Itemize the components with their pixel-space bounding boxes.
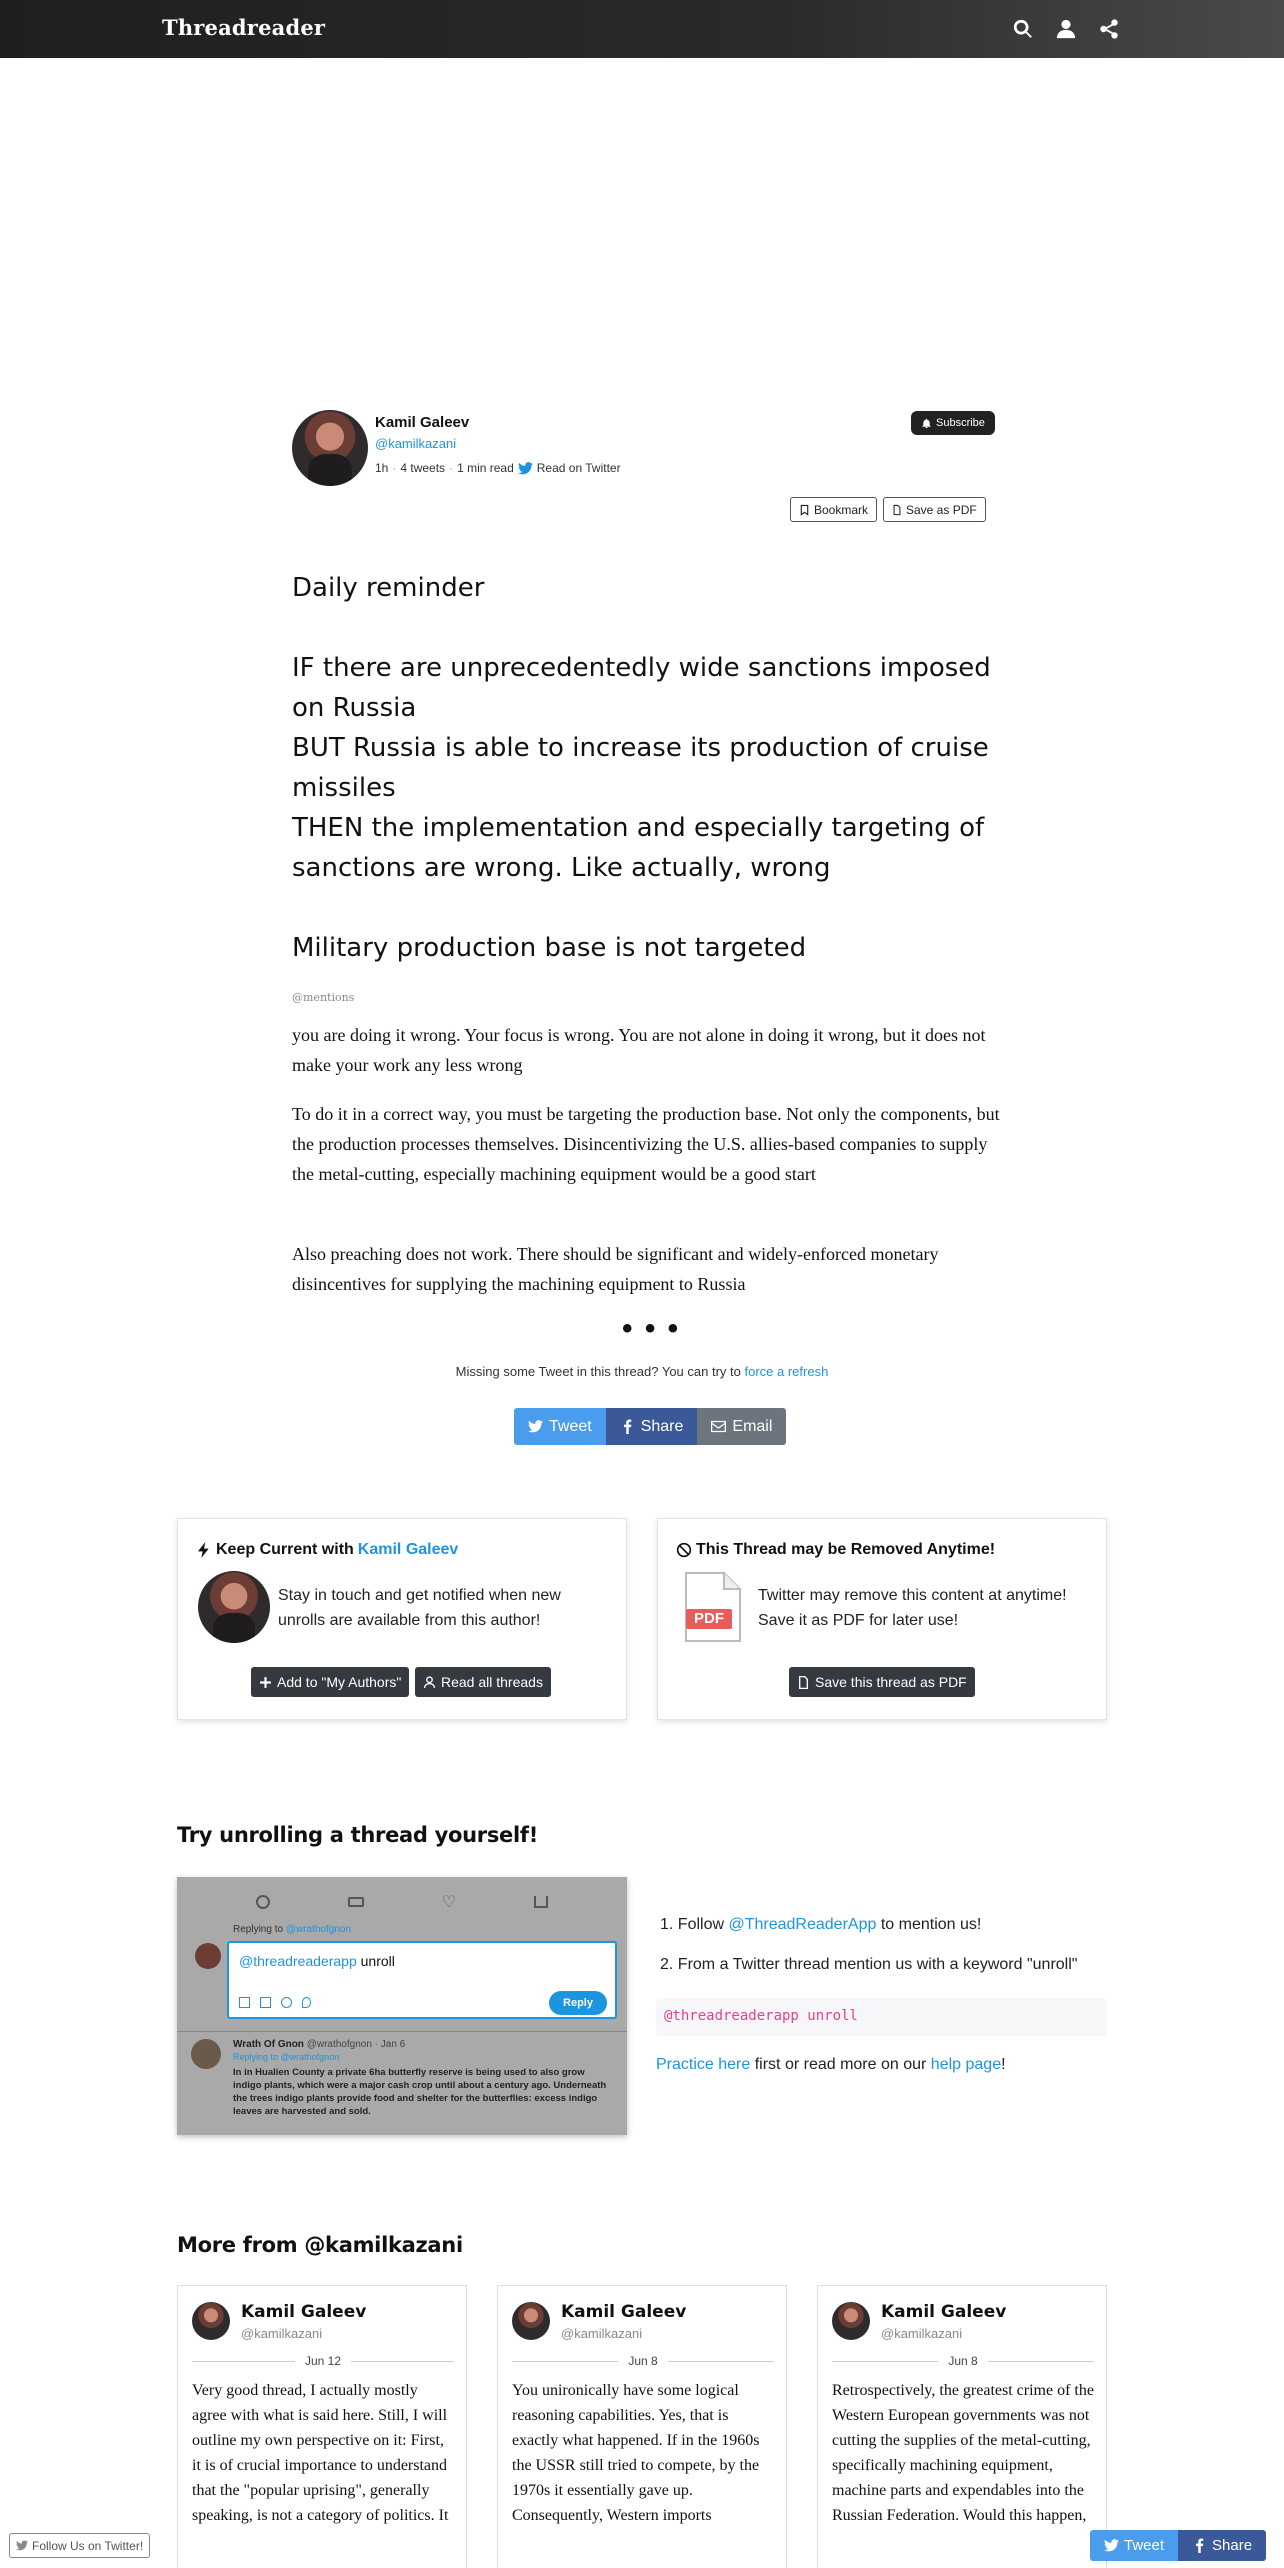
- divider: [177, 2031, 627, 2032]
- author-handle[interactable]: @kamilkazani: [375, 436, 457, 451]
- read-all-threads-button[interactable]: [415, 1667, 551, 1697]
- mini-card-date-row: [512, 2354, 774, 2368]
- twitter-bird-icon: [16, 2540, 28, 2551]
- author-avatar[interactable]: [198, 1571, 270, 1643]
- user-icon[interactable]: [1055, 18, 1077, 40]
- avatar: [195, 1943, 221, 1969]
- retweet-icon: [348, 1897, 364, 1907]
- step-1-pre: Follow: [677, 1916, 725, 1933]
- force-refresh-link[interactable]: force a refresh: [744, 1364, 829, 1379]
- compose-word: unroll: [360, 1953, 395, 1969]
- example-tweet-header: [233, 2039, 405, 2050]
- share-button-group: [514, 1408, 786, 1445]
- mini-card-handle: @kamilkazani: [881, 2326, 963, 2341]
- follow-us-button[interactable]: [9, 2533, 150, 2558]
- divider: [351, 2361, 454, 2362]
- divider: [832, 2361, 938, 2362]
- thread-meta: [375, 461, 621, 475]
- keep-current-title: [196, 1541, 458, 1559]
- try-unrolling-heading: Try unrolling a thread yourself!: [177, 1823, 539, 1847]
- divider: [668, 2361, 774, 2362]
- bolt-icon: [196, 1542, 212, 1558]
- envelope-icon: [711, 1419, 726, 1434]
- subscribe-button[interactable]: [911, 411, 995, 435]
- mini-card-date-row: [832, 2354, 1094, 2368]
- heart-icon: ♡: [441, 1894, 457, 1911]
- mini-card-date: Jun 12: [304, 2354, 342, 2368]
- unroll-code-example: @threadreaderapp unroll: [656, 1998, 1106, 2036]
- compose-tools: [239, 1997, 311, 2008]
- compose-text: [239, 1953, 395, 1969]
- reply-button: Reply: [549, 1991, 607, 2015]
- facebook-icon: [1192, 2538, 1207, 2553]
- practice-end-text: !: [1001, 2056, 1006, 2073]
- emoji-icon: [281, 1997, 292, 2008]
- missing-tweet-notice: [0, 1364, 1284, 1379]
- tweet-text-military: Military production base is not targeted: [292, 933, 807, 963]
- gif-icon: [260, 1997, 271, 2008]
- facebook-share-label: Share: [640, 1417, 684, 1435]
- practice-here-link[interactable]: Practice here: [656, 2056, 751, 2073]
- footer-share-group: [1090, 2530, 1266, 2561]
- navbar: [0, 0, 1284, 58]
- reply-icon: [256, 1895, 270, 1909]
- footer-share-label: Share: [1212, 2537, 1253, 2554]
- location-icon: [302, 1997, 311, 2008]
- replying-to-text: Replying to: [233, 1924, 284, 1935]
- mini-card-handle: @kamilkazani: [241, 2326, 323, 2341]
- mentions-label[interactable]: @mentions: [292, 991, 355, 1004]
- mini-card-author-name: Kamil Galeev: [241, 2302, 367, 2322]
- keep-current-card: [177, 1518, 627, 1720]
- thread-read-time: 1 min read: [457, 461, 514, 475]
- tweet-text-daily-reminder: Daily reminder: [292, 573, 485, 603]
- keep-current-text: Stay in touch and get notified when new unrolls are available from this author!: [278, 1587, 561, 1629]
- divider: [192, 2361, 295, 2362]
- mini-card-author-name: Kamil Galeev: [561, 2302, 687, 2322]
- search-icon[interactable]: [1012, 18, 1034, 40]
- save-pdf-button[interactable]: [883, 497, 986, 522]
- avatar: [192, 2302, 230, 2340]
- replying-to-handle: @wrathofgnon: [285, 1924, 352, 1935]
- thread-removal-text: Twitter may remove this content at anytime! Save it as PDF for later use!: [758, 1587, 1067, 1629]
- twitter-bird-icon: [518, 462, 533, 475]
- mini-card-text: Retrospectively, the greatest crime of the Western European governments was not cutting the supplies of the metal-cutting, specifically machining equipment, machine parts and expendables into the Russian Federation. Would this happen,: [832, 2382, 1094, 2524]
- thread-removal-card: [657, 1518, 1107, 1720]
- missing-tweet-text: Missing some Tweet in this thread? You can try to: [455, 1364, 741, 1379]
- tweet-share-label: Tweet: [549, 1417, 592, 1435]
- keep-current-author-link[interactable]: Kamil Galeev: [357, 1541, 459, 1558]
- replying-to-label: [233, 1924, 351, 1935]
- avatar: [512, 2302, 550, 2340]
- step-1-post: to mention us!: [880, 1916, 982, 1933]
- unroll-step-2: [660, 1956, 1077, 1974]
- read-on-twitter-link[interactable]: Read on Twitter: [536, 461, 621, 475]
- share-icon[interactable]: [1098, 18, 1120, 40]
- tweet-action-row: [177, 1877, 627, 1927]
- email-share-label: Email: [732, 1417, 773, 1435]
- more-thread-card[interactable]: [817, 2285, 1107, 2568]
- author-avatar[interactable]: [292, 410, 368, 486]
- email-share-button[interactable]: [697, 1408, 786, 1445]
- bookmark-button[interactable]: [790, 497, 877, 522]
- mini-card-date: Jun 8: [628, 2354, 658, 2368]
- tweet-text-if: IF there are unprecedentedly wide sanctions imposed on Russia: [292, 653, 991, 723]
- mini-card-text: You unironically have some logical reasoning capabilities. Yes, that is exactly what happened. If in the 1960s the USSR still tried to compete, by the 1970s it essentially gave up. Consequently, Western imports: [512, 2382, 760, 2524]
- mini-card-text: Very good thread, I actually mostly agree with what is said here. Still, I will outline my own perspective on it: First, it is of crucial importance to understand that the "popular uprising", generally speaking, is not a category of politics. It: [192, 2382, 449, 2524]
- bookmark-label: Bookmark: [814, 502, 869, 517]
- author-name[interactable]: Kamil Galeev: [375, 414, 470, 431]
- meta-separator: ·: [392, 461, 397, 475]
- example-tweet-handle: @wrathofgnon · Jan 6: [306, 2039, 406, 2050]
- example-tweet-text: In in Hualien County a private 6ha butterfly reserve is being used to also grow indigo plants, which were a major cash crop until about a century ago. Underneath the trees indigo plants provide food and shelter for the butterflies: excess indigo leaves are harvested and sold.: [233, 2067, 607, 2117]
- pdf-label: PDF: [694, 1610, 724, 1627]
- file-pdf-icon: [797, 1676, 810, 1689]
- follow-us-label: Follow Us on Twitter!: [32, 2538, 144, 2553]
- avatar: [191, 2039, 221, 2069]
- tweet-text-but: BUT Russia is able to increase its production of cruise missiles: [292, 733, 989, 803]
- bell-icon: [921, 418, 932, 429]
- compose-box: [227, 1941, 617, 2019]
- divider: [512, 2361, 618, 2362]
- image-icon: [239, 1997, 250, 2008]
- divider: [988, 2361, 1094, 2362]
- save-thread-pdf-label: Save this thread as PDF: [815, 1674, 967, 1690]
- subscribe-label: Subscribe: [936, 417, 985, 429]
- thread-tweet-count: 4 tweets: [400, 461, 446, 475]
- practice-mid-text: first or read more on our: [754, 2056, 927, 2073]
- mini-card-handle: @kamilkazani: [561, 2326, 643, 2341]
- thread-time: 1h: [375, 461, 389, 475]
- thread-removal-title-text: This Thread may be Removed Anytime!: [696, 1541, 996, 1558]
- add-to-my-authors-button[interactable]: [251, 1667, 409, 1697]
- save-pdf-label: Save as PDF: [906, 502, 977, 517]
- mini-card-date: Jun 8: [948, 2354, 978, 2368]
- keep-current-title-text: Keep Current with: [216, 1541, 354, 1558]
- more-thread-card[interactable]: [177, 2285, 467, 2568]
- pdf-document-icon: [682, 1571, 742, 1643]
- ban-icon: [676, 1542, 692, 1558]
- user-icon: [423, 1676, 436, 1689]
- step-2-text: From a Twitter thread mention us with a keyword "unroll": [677, 1956, 1078, 1973]
- meta-separator: ·: [449, 461, 454, 475]
- compose-mention: @threadreaderapp: [239, 1953, 357, 1969]
- help-page-link[interactable]: help page: [930, 2056, 1002, 2073]
- twitter-bird-icon: [1104, 2538, 1119, 2553]
- plus-icon: [259, 1676, 272, 1689]
- read-all-threads-label: Read all threads: [441, 1674, 543, 1690]
- more-thread-card[interactable]: [497, 2285, 787, 2568]
- upload-icon: [534, 1896, 548, 1908]
- more-from-heading: More from @kamilkazani: [177, 2233, 463, 2257]
- tweet-text-then: THEN the implementation and especially targeting of sanctions are wrong. Like actually, wrong: [292, 813, 985, 883]
- facebook-share-button[interactable]: [606, 1408, 698, 1445]
- tweet-text: you are doing it wrong. Your focus is wrong. You are not alone in doing it wrong, but it does not make your work any less wrong: [292, 1025, 986, 1075]
- footer-share-button[interactable]: [1178, 2530, 1266, 2561]
- tweet-text: Also preaching does not work. There should be significant and widely-enforced monetary disincentives for supplying the machining equipment to Russia: [292, 1244, 939, 1294]
- tweet-text: To do it in a correct way, you must be targeting the production base. Not only the components, but the production processes themselves. Disincentivizing the U.S. allies-based companies to supply the metal-cutting, especially machining equipment would be a good start: [292, 1104, 1000, 1184]
- twitter-bird-icon: [528, 1419, 543, 1434]
- thread-removal-title: [676, 1541, 995, 1559]
- threadreaderapp-link[interactable]: @ThreadReaderApp: [728, 1916, 877, 1933]
- file-pdf-icon: [892, 504, 902, 516]
- mini-card-author-name: Kamil Galeev: [881, 2302, 1007, 2322]
- example-tweet-reply-to: Replying to @wrathofgnon: [233, 2052, 340, 2062]
- avatar: [832, 2302, 870, 2340]
- footer-tweet-label: Tweet: [1124, 2537, 1165, 2554]
- practice-line: [656, 2056, 1006, 2074]
- add-to-my-authors-label: Add to "My Authors": [277, 1674, 402, 1690]
- tweet-share-button[interactable]: [514, 1408, 606, 1445]
- unroll-steps: [660, 1916, 1077, 1996]
- save-thread-pdf-button[interactable]: [789, 1667, 975, 1697]
- facebook-icon: [620, 1419, 635, 1434]
- thread-end-ellipsis: • • •: [622, 1312, 681, 1345]
- mini-card-date-row: [192, 2354, 454, 2368]
- step-number: 2.: [660, 1956, 674, 1973]
- unroll-example-screenshot: [177, 1877, 627, 2135]
- step-number: 1.: [660, 1916, 674, 1933]
- brand-logo[interactable]: Threadreader: [162, 15, 326, 40]
- bookmark-icon: [799, 504, 810, 516]
- unroll-step-1: [660, 1916, 1077, 1934]
- footer-tweet-button[interactable]: [1090, 2530, 1178, 2561]
- example-tweet-author: Wrath Of Gnon: [233, 2039, 304, 2050]
